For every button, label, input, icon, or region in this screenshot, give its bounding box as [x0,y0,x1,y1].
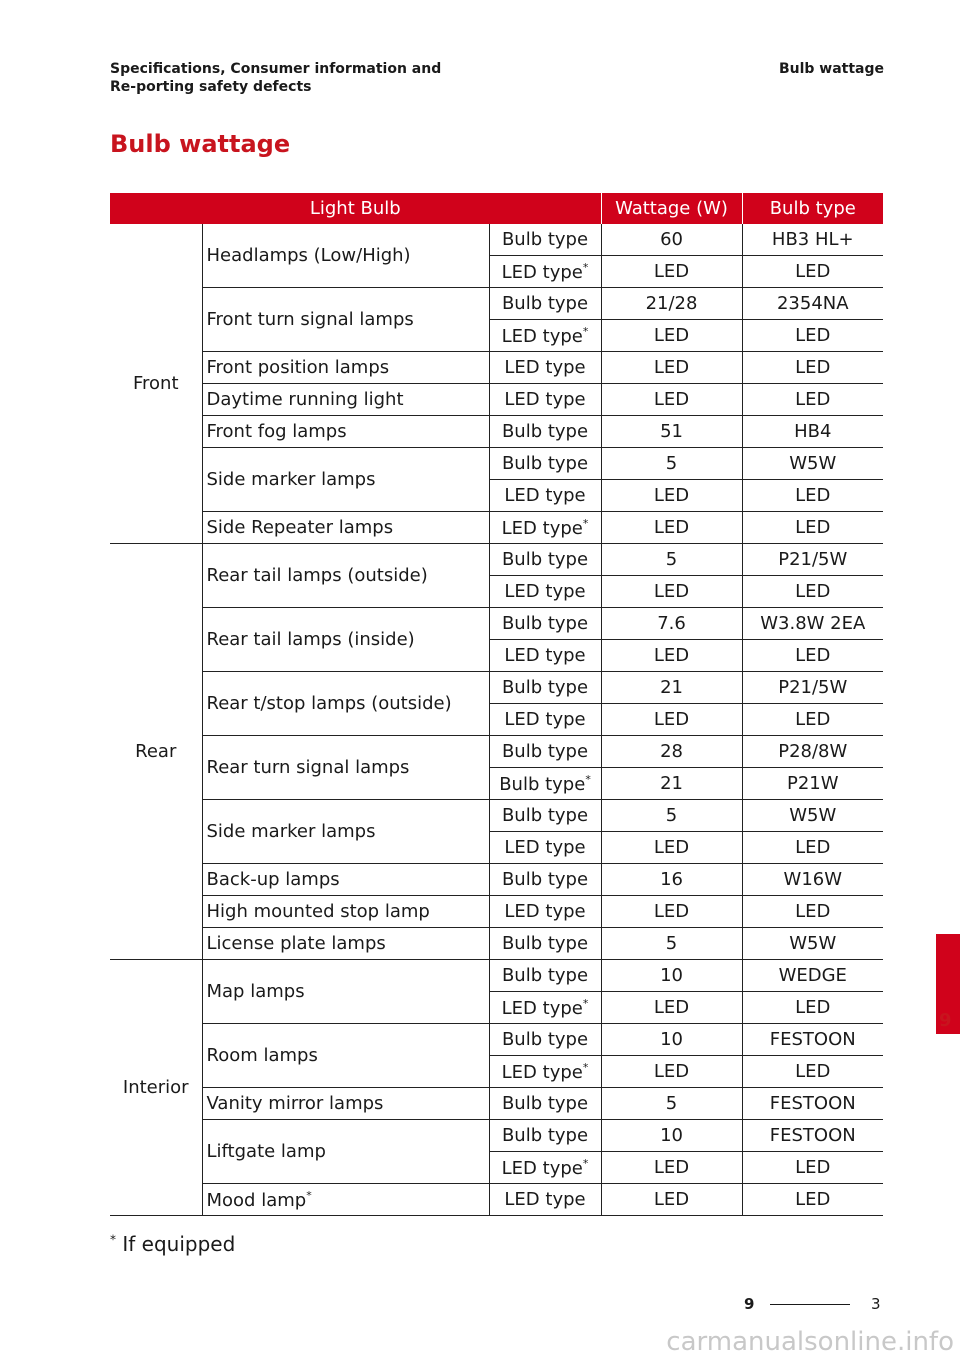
lamp-name-cell: Front fog lamps [202,416,489,448]
table-row [110,1088,883,1120]
footer-divider [770,1304,850,1305]
wattage-cell: LED [601,256,742,288]
wattage-cell: 5 [601,928,742,960]
chapter-side-number: 9 [939,1010,952,1031]
lamp-type-cell: LED type [489,1184,601,1216]
lamp-name-cell: Mood lamp* [202,1184,489,1216]
lamp-type-cell: LED type* [489,992,601,1024]
lamp-type-cell: Bulb type [489,1088,601,1120]
bulb-wattage-table [110,193,883,1216]
lamp-type-cell: Bulb type [489,928,601,960]
lamp-type-cell: LED type [489,704,601,736]
table-row [110,352,883,384]
bulb-type-cell: LED [742,384,883,416]
header-wattage: Wattage (W) [601,193,742,224]
wattage-cell: 10 [601,1024,742,1056]
wattage-cell: 28 [601,736,742,768]
lamp-name-cell: Daytime running light [202,384,489,416]
bulb-type-cell: LED [742,896,883,928]
lamp-name-cell: Map lamps [202,960,489,1024]
running-header-section: Bulb wattage [778,61,884,77]
lamp-type-cell: Bulb type* [489,768,601,800]
lamp-type-cell: Bulb type [489,288,601,320]
bulb-type-cell: 2354NA [742,288,883,320]
lamp-type-cell: Bulb type [489,416,601,448]
footer-chapter-number: 9 [744,1295,755,1313]
table-row [110,1184,883,1216]
wattage-cell: 7.6 [601,608,742,640]
lamp-name-cell: Front position lamps [202,352,489,384]
table-row [110,224,883,256]
lamp-name-cell: Liftgate lamp [202,1120,489,1184]
lamp-name-cell: Side Repeater lamps [202,512,489,544]
bulb-type-cell: LED [742,1184,883,1216]
lamp-type-cell: Bulb type [489,736,601,768]
lamp-name-cell: Rear tail lamps (outside) [202,544,489,608]
table-body [110,224,883,1216]
running-header-chapter: Specifications, Consumer information and Re-porting safety defects [110,61,442,95]
lamp-type-cell: LED type [489,480,601,512]
bulb-type-cell: W5W [742,928,883,960]
wattage-cell: 21 [601,768,742,800]
bulb-type-cell: LED [742,256,883,288]
lamp-name-cell: License plate lamps [202,928,489,960]
bulb-type-cell: HB3 HL+ [742,224,883,256]
lamp-type-cell: Bulb type [489,448,601,480]
table-header-row [110,193,883,224]
wattage-cell: LED [601,480,742,512]
lamp-type-cell: Bulb type [489,544,601,576]
lamp-type-cell: LED type* [489,1056,601,1088]
lamp-type-cell: LED type [489,896,601,928]
footnote: * If equipped [110,1232,236,1256]
wattage-cell: LED [601,320,742,352]
lamp-name-cell: Rear turn signal lamps [202,736,489,800]
lamp-type-cell: LED type* [489,1152,601,1184]
wattage-cell: LED [601,352,742,384]
wattage-cell: LED [601,1152,742,1184]
bulb-type-cell: LED [742,640,883,672]
table-row [110,864,883,896]
wattage-cell: LED [601,704,742,736]
wattage-cell: 5 [601,448,742,480]
table-row [110,384,883,416]
header-bulb-type: Bulb type [742,193,883,224]
wattage-cell: 21/28 [601,288,742,320]
bulb-type-cell: W5W [742,448,883,480]
bulb-type-cell: W3.8W 2EA [742,608,883,640]
bulb-type-cell: LED [742,512,883,544]
table-row [110,736,883,768]
header-light-bulb: Light Bulb [110,193,601,224]
lamp-name-cell: Rear tail lamps (inside) [202,608,489,672]
lamp-type-cell: LED type [489,576,601,608]
table-row [110,608,883,640]
category-cell: Rear [110,544,202,960]
lamp-name-cell: Vanity mirror lamps [202,1088,489,1120]
lamp-name-cell: Rear t/stop lamps (outside) [202,672,489,736]
wattage-cell: 51 [601,416,742,448]
bulb-type-cell: LED [742,992,883,1024]
category-cell: Interior [110,960,202,1216]
wattage-cell: LED [601,576,742,608]
wattage-cell: 21 [601,672,742,704]
bulb-type-cell: LED [742,480,883,512]
watermark-text: carmanualsonline.info [666,1327,954,1357]
lamp-type-cell: Bulb type [489,960,601,992]
table-row [110,672,883,704]
lamp-name-cell: Side marker lamps [202,448,489,512]
lamp-type-cell: Bulb type [489,224,601,256]
bulb-type-cell: LED [742,576,883,608]
bulb-type-cell: LED [742,320,883,352]
page-title: Bulb wattage [110,130,291,158]
wattage-cell: LED [601,640,742,672]
lamp-type-cell: Bulb type [489,800,601,832]
bulb-type-cell: WEDGE [742,960,883,992]
bulb-type-cell: LED [742,704,883,736]
bulb-type-cell: W16W [742,864,883,896]
lamp-type-cell: LED type* [489,512,601,544]
lamp-name-cell: Back-up lamps [202,864,489,896]
table-row [110,1120,883,1152]
table-row [110,960,883,992]
wattage-cell: LED [601,512,742,544]
bulb-type-cell: W5W [742,800,883,832]
lamp-name-cell: Room lamps [202,1024,489,1088]
lamp-type-cell: Bulb type [489,1024,601,1056]
wattage-cell: 10 [601,1120,742,1152]
table-row [110,512,883,544]
wattage-cell: 60 [601,224,742,256]
lamp-type-cell: Bulb type [489,672,601,704]
table-row [110,288,883,320]
lamp-type-cell: LED type [489,640,601,672]
wattage-cell: 5 [601,544,742,576]
table-row [110,416,883,448]
bulb-type-cell: LED [742,1152,883,1184]
table-row [110,544,883,576]
wattage-cell: LED [601,1184,742,1216]
lamp-type-cell: LED type [489,384,601,416]
table-row [110,800,883,832]
lamp-type-cell: Bulb type [489,864,601,896]
wattage-cell: 5 [601,1088,742,1120]
lamp-type-cell: LED type* [489,320,601,352]
bulb-type-cell: FESTOON [742,1120,883,1152]
wattage-cell: 5 [601,800,742,832]
bulb-type-cell: LED [742,352,883,384]
bulb-type-cell: LED [742,832,883,864]
bulb-type-cell: HB4 [742,416,883,448]
bulb-type-cell: P28/8W [742,736,883,768]
lamp-name-cell: Front turn signal lamps [202,288,489,352]
wattage-cell: 16 [601,864,742,896]
category-cell: Front [110,224,202,544]
wattage-cell: 10 [601,960,742,992]
bulb-type-cell: P21W [742,768,883,800]
table-row [110,1024,883,1056]
lamp-name-cell: Headlamps (Low/High) [202,224,489,288]
footer-page-number: 3 [871,1295,881,1313]
bulb-type-cell: P21/5W [742,672,883,704]
lamp-type-cell: LED type* [489,256,601,288]
lamp-type-cell: Bulb type [489,608,601,640]
wattage-cell: LED [601,384,742,416]
lamp-type-cell: LED type [489,832,601,864]
wattage-cell: LED [601,832,742,864]
lamp-type-cell: LED type [489,352,601,384]
lamp-name-cell: Side marker lamps [202,800,489,864]
bulb-type-cell: LED [742,1056,883,1088]
bulb-type-cell: FESTOON [742,1024,883,1056]
lamp-type-cell: Bulb type [489,1120,601,1152]
lamp-name-cell: High mounted stop lamp [202,896,489,928]
wattage-cell: LED [601,992,742,1024]
wattage-cell: LED [601,896,742,928]
bulb-type-cell: P21/5W [742,544,883,576]
wattage-cell: LED [601,1056,742,1088]
table-row [110,928,883,960]
table-row [110,896,883,928]
table-row [110,448,883,480]
bulb-type-cell: FESTOON [742,1088,883,1120]
